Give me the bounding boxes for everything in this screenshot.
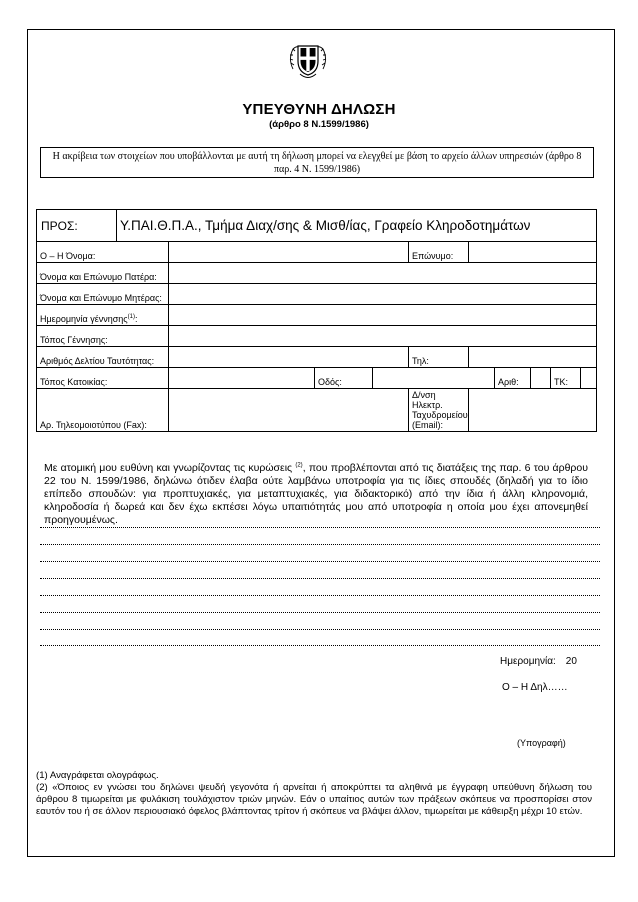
declarant-label: Ο – Η Δηλ…… bbox=[502, 682, 568, 693]
father-name-label: Όνομα και Επώνυμο Πατέρα: bbox=[37, 263, 169, 284]
id-number-label: Αριθμός Δελτίου Ταυτότητας: bbox=[37, 347, 169, 368]
residence-field[interactable] bbox=[169, 368, 315, 389]
document-subtitle: (άρθρο 8 Ν.1599/1986) bbox=[269, 119, 369, 130]
father-name-field[interactable] bbox=[169, 263, 597, 284]
footnote-2: (2) «Όποιος εν γνώσει του δηλώνει ψευδή γεγονότα ή αρνείται ή αποκρύπτει τα αληθινά με έγγραφη υπεύθυνη δήλωση του άρθρου 8 τιμωρείται με φυλάκιση τουλάχιστον τριών μηνών. Εάν ο υπαίτιος αυτών των πράξεων σκόπευε να προσπορίσει στον εαυτόν του ή σε άλλον περιουσιακό όφελος βλάπτοντας τρίτον ή σκόπευε να βλάψει άλλον, τιμωρείται με κάθειρξη μέχρι 10 ετών. bbox=[36, 782, 592, 817]
footnote-ref-1: (1) bbox=[127, 314, 135, 320]
mother-name-label: Όνομα και Επώνυμο Μητέρας: bbox=[37, 284, 169, 305]
name-field[interactable] bbox=[169, 242, 409, 263]
blank-line[interactable] bbox=[40, 612, 600, 613]
document-title: ΥΠΕΥΘΥΝΗ ΔΗΛΩΣΗ bbox=[242, 101, 396, 118]
date-line bbox=[500, 656, 587, 667]
declaration-text: Με ατομική μου ευθύνη και γνωρίζοντας τις κυρώσεις $^{(2)}$, που προβλέπονται από τις διατάξεις της παρ. 6 του άρθρου 22 του Ν. 1599/1986, δηλώνω ότιδεν έλαβα ούτε λαμβάνω υποτροφία για τις ίδιες σπουδές (δηλαδή για το ίδιο επίπεδο σπουδών: για προπτυχιακές, για μεταπτυχιακές, για διδακτορικό) από την ίδια ή άλλη κληρονομιά, κληροδοσία ή δωρεά και δεν έχω εκπέσει λόγω υπαιτιότητάς μου από υποτροφία η οποία μου έχει απονεμηθεί προηγουμένως. bbox=[44, 462, 588, 526]
verification-notice: Η ακρίβεια των στοιχείων που υποβάλλονται με αυτή τη δήλωση μπορεί να ελεγχθεί με βάση το αρχείο άλλων υπηρεσιών (άρθρο 8 παρ. 4 Ν. 1599/1986) bbox=[40, 147, 594, 178]
street-label: Οδός: bbox=[315, 368, 373, 389]
birthplace-field[interactable] bbox=[169, 326, 597, 347]
footnote-ref-2: (2) bbox=[295, 462, 303, 469]
blank-line[interactable] bbox=[40, 527, 600, 528]
birthplace-label: Τόπος Γέννησης: bbox=[37, 326, 169, 347]
phone-field[interactable] bbox=[469, 347, 597, 368]
blank-line[interactable] bbox=[40, 578, 600, 579]
residence-label: Τόπος Κατοικίας: bbox=[37, 368, 169, 389]
name-label: Ο – Η Όνομα: bbox=[37, 242, 169, 263]
fax-label: Αρ. Τηλεομοιοτύπου (Fax): bbox=[37, 389, 169, 432]
mother-name-field[interactable] bbox=[169, 284, 597, 305]
date-label: Ημερομηνία: bbox=[500, 656, 556, 667]
blank-line[interactable] bbox=[40, 595, 600, 596]
footnotes bbox=[36, 770, 592, 818]
email-label: Δ/νση Ηλεκτρ. Ταχυδρομείου (Email): bbox=[409, 389, 469, 432]
to-label: ΠΡΟΣ: bbox=[37, 210, 117, 242]
postcode-label: ΤΚ: bbox=[551, 368, 581, 389]
number-field[interactable] bbox=[531, 368, 551, 389]
date-field[interactable]: 20 bbox=[565, 656, 577, 667]
street-field[interactable] bbox=[373, 368, 495, 389]
coat-of-arms-icon bbox=[285, 37, 331, 83]
signature-label: (Υπογραφή) bbox=[517, 738, 566, 748]
birthdate-field[interactable] bbox=[169, 305, 597, 326]
surname-label: Επώνυμο: bbox=[409, 242, 469, 263]
personal-details-form bbox=[36, 209, 597, 432]
blank-line[interactable] bbox=[40, 544, 600, 545]
blank-line[interactable] bbox=[40, 629, 600, 630]
id-number-field[interactable] bbox=[169, 347, 409, 368]
footnote-1: (1) Αναγράφεται ολογράφως. bbox=[36, 770, 159, 781]
phone-label: Τηλ: bbox=[409, 347, 469, 368]
birthdate-label: Ημερομηνία γέννησης$^{(1)}$: bbox=[37, 305, 169, 326]
to-recipient-field[interactable]: Υ.ΠΑΙ.Θ.Π.Α., Τμήμα Διαχ/σης & Μισθ/ίας, Γραφείο Κληροδοτημάτων bbox=[117, 210, 597, 242]
number-label: Αριθ: bbox=[495, 368, 531, 389]
blank-line[interactable] bbox=[40, 645, 600, 646]
blank-line[interactable] bbox=[40, 561, 600, 562]
surname-field[interactable] bbox=[469, 242, 597, 263]
fax-field[interactable] bbox=[169, 389, 409, 432]
postcode-field[interactable] bbox=[581, 368, 597, 389]
email-field[interactable] bbox=[469, 389, 597, 432]
